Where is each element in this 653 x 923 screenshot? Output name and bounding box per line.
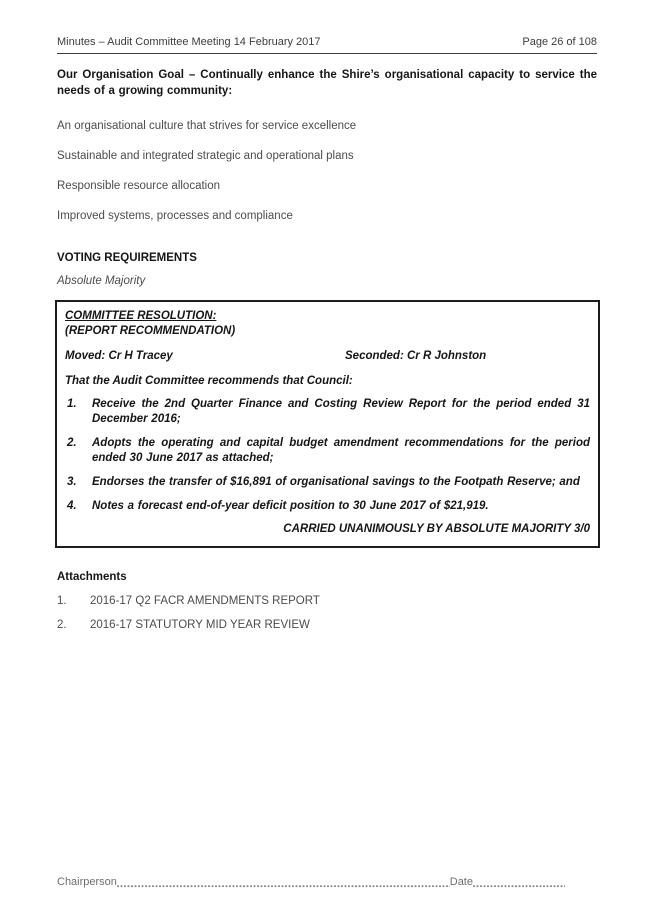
chairperson-signature-leader bbox=[117, 876, 450, 889]
seconded-label: Seconded: Cr R Johnston bbox=[345, 350, 487, 362]
goal-intro-paragraph: Our Organisation Goal – Continually enhance the Shire’s organisational capacity to service the needs of a growing community: bbox=[57, 69, 597, 97]
attachment-item bbox=[57, 595, 597, 608]
moved-seconded-row bbox=[65, 350, 590, 363]
attachment-number: 1. bbox=[57, 595, 67, 607]
attachment-text: 2016-17 Q2 FACR AMENDMENTS REPORT bbox=[90, 595, 320, 607]
attachment-item bbox=[57, 619, 597, 632]
resolution-item-text: Notes a forecast end-of-year deficit position to 30 June 2017 of $21,919. bbox=[92, 500, 489, 512]
resolution-item bbox=[65, 499, 590, 514]
resolution-preamble: That the Audit Committee recommends that Council: bbox=[65, 375, 353, 387]
resolution-item-number: 4. bbox=[67, 500, 77, 512]
attachment-text: 2016-17 STATUTORY MID YEAR REVIEW bbox=[90, 619, 310, 631]
resolution-item bbox=[65, 397, 590, 427]
goal-item-systems: Improved systems, processes and compliance bbox=[57, 210, 293, 222]
resolution-item bbox=[65, 475, 590, 490]
attachment-number: 2. bbox=[57, 619, 67, 631]
resolution-subtitle: (REPORT RECOMMENDATION) bbox=[65, 325, 236, 337]
header-meeting-title: Minutes – Audit Committee Meeting 14 February 2017 bbox=[57, 36, 321, 48]
date-label: Date bbox=[449, 876, 473, 888]
goal-item-culture: An organisational culture that strives for service excellence bbox=[57, 120, 357, 132]
resolution-item-text: Adopts the operating and capital budget amendment recommendations for the period ended 30 June 2017 as attached; bbox=[92, 437, 590, 464]
carried-statement: CARRIED UNANIMOUSLY BY ABSOLUTE MAJORITY 3/0 bbox=[283, 523, 590, 535]
moved-label: Moved: Cr H Tracey bbox=[65, 350, 173, 362]
resolution-item-text: Receive the 2nd Quarter Finance and Costing Review Report for the period ended 31 December 2016; bbox=[92, 398, 590, 425]
date-leader bbox=[473, 876, 565, 889]
resolution-box bbox=[55, 300, 600, 548]
resolution-title: COMMITTEE RESOLUTION: bbox=[65, 310, 217, 322]
resolution-item-number: 3. bbox=[67, 476, 77, 488]
resolution-item-number: 2. bbox=[67, 437, 77, 449]
signature-footer bbox=[57, 876, 565, 889]
resolution-item-number: 1. bbox=[67, 398, 77, 410]
voting-requirements-heading: VOTING REQUIREMENTS bbox=[57, 252, 197, 264]
resolution-item bbox=[65, 436, 590, 466]
voting-requirement-value: Absolute Majority bbox=[57, 275, 146, 287]
header-page-number: Page 26 of 108 bbox=[522, 36, 597, 48]
goal-item-plans: Sustainable and integrated strategic and operational plans bbox=[57, 150, 354, 162]
resolution-item-text: Endorses the transfer of $16,891 of organisational savings to the Footpath Reserve; and bbox=[92, 476, 580, 488]
goal-item-resources: Responsible resource allocation bbox=[57, 180, 221, 192]
attachments-heading: Attachments bbox=[57, 571, 127, 583]
page-header bbox=[57, 36, 597, 54]
chairperson-label: Chairperson bbox=[57, 876, 117, 888]
